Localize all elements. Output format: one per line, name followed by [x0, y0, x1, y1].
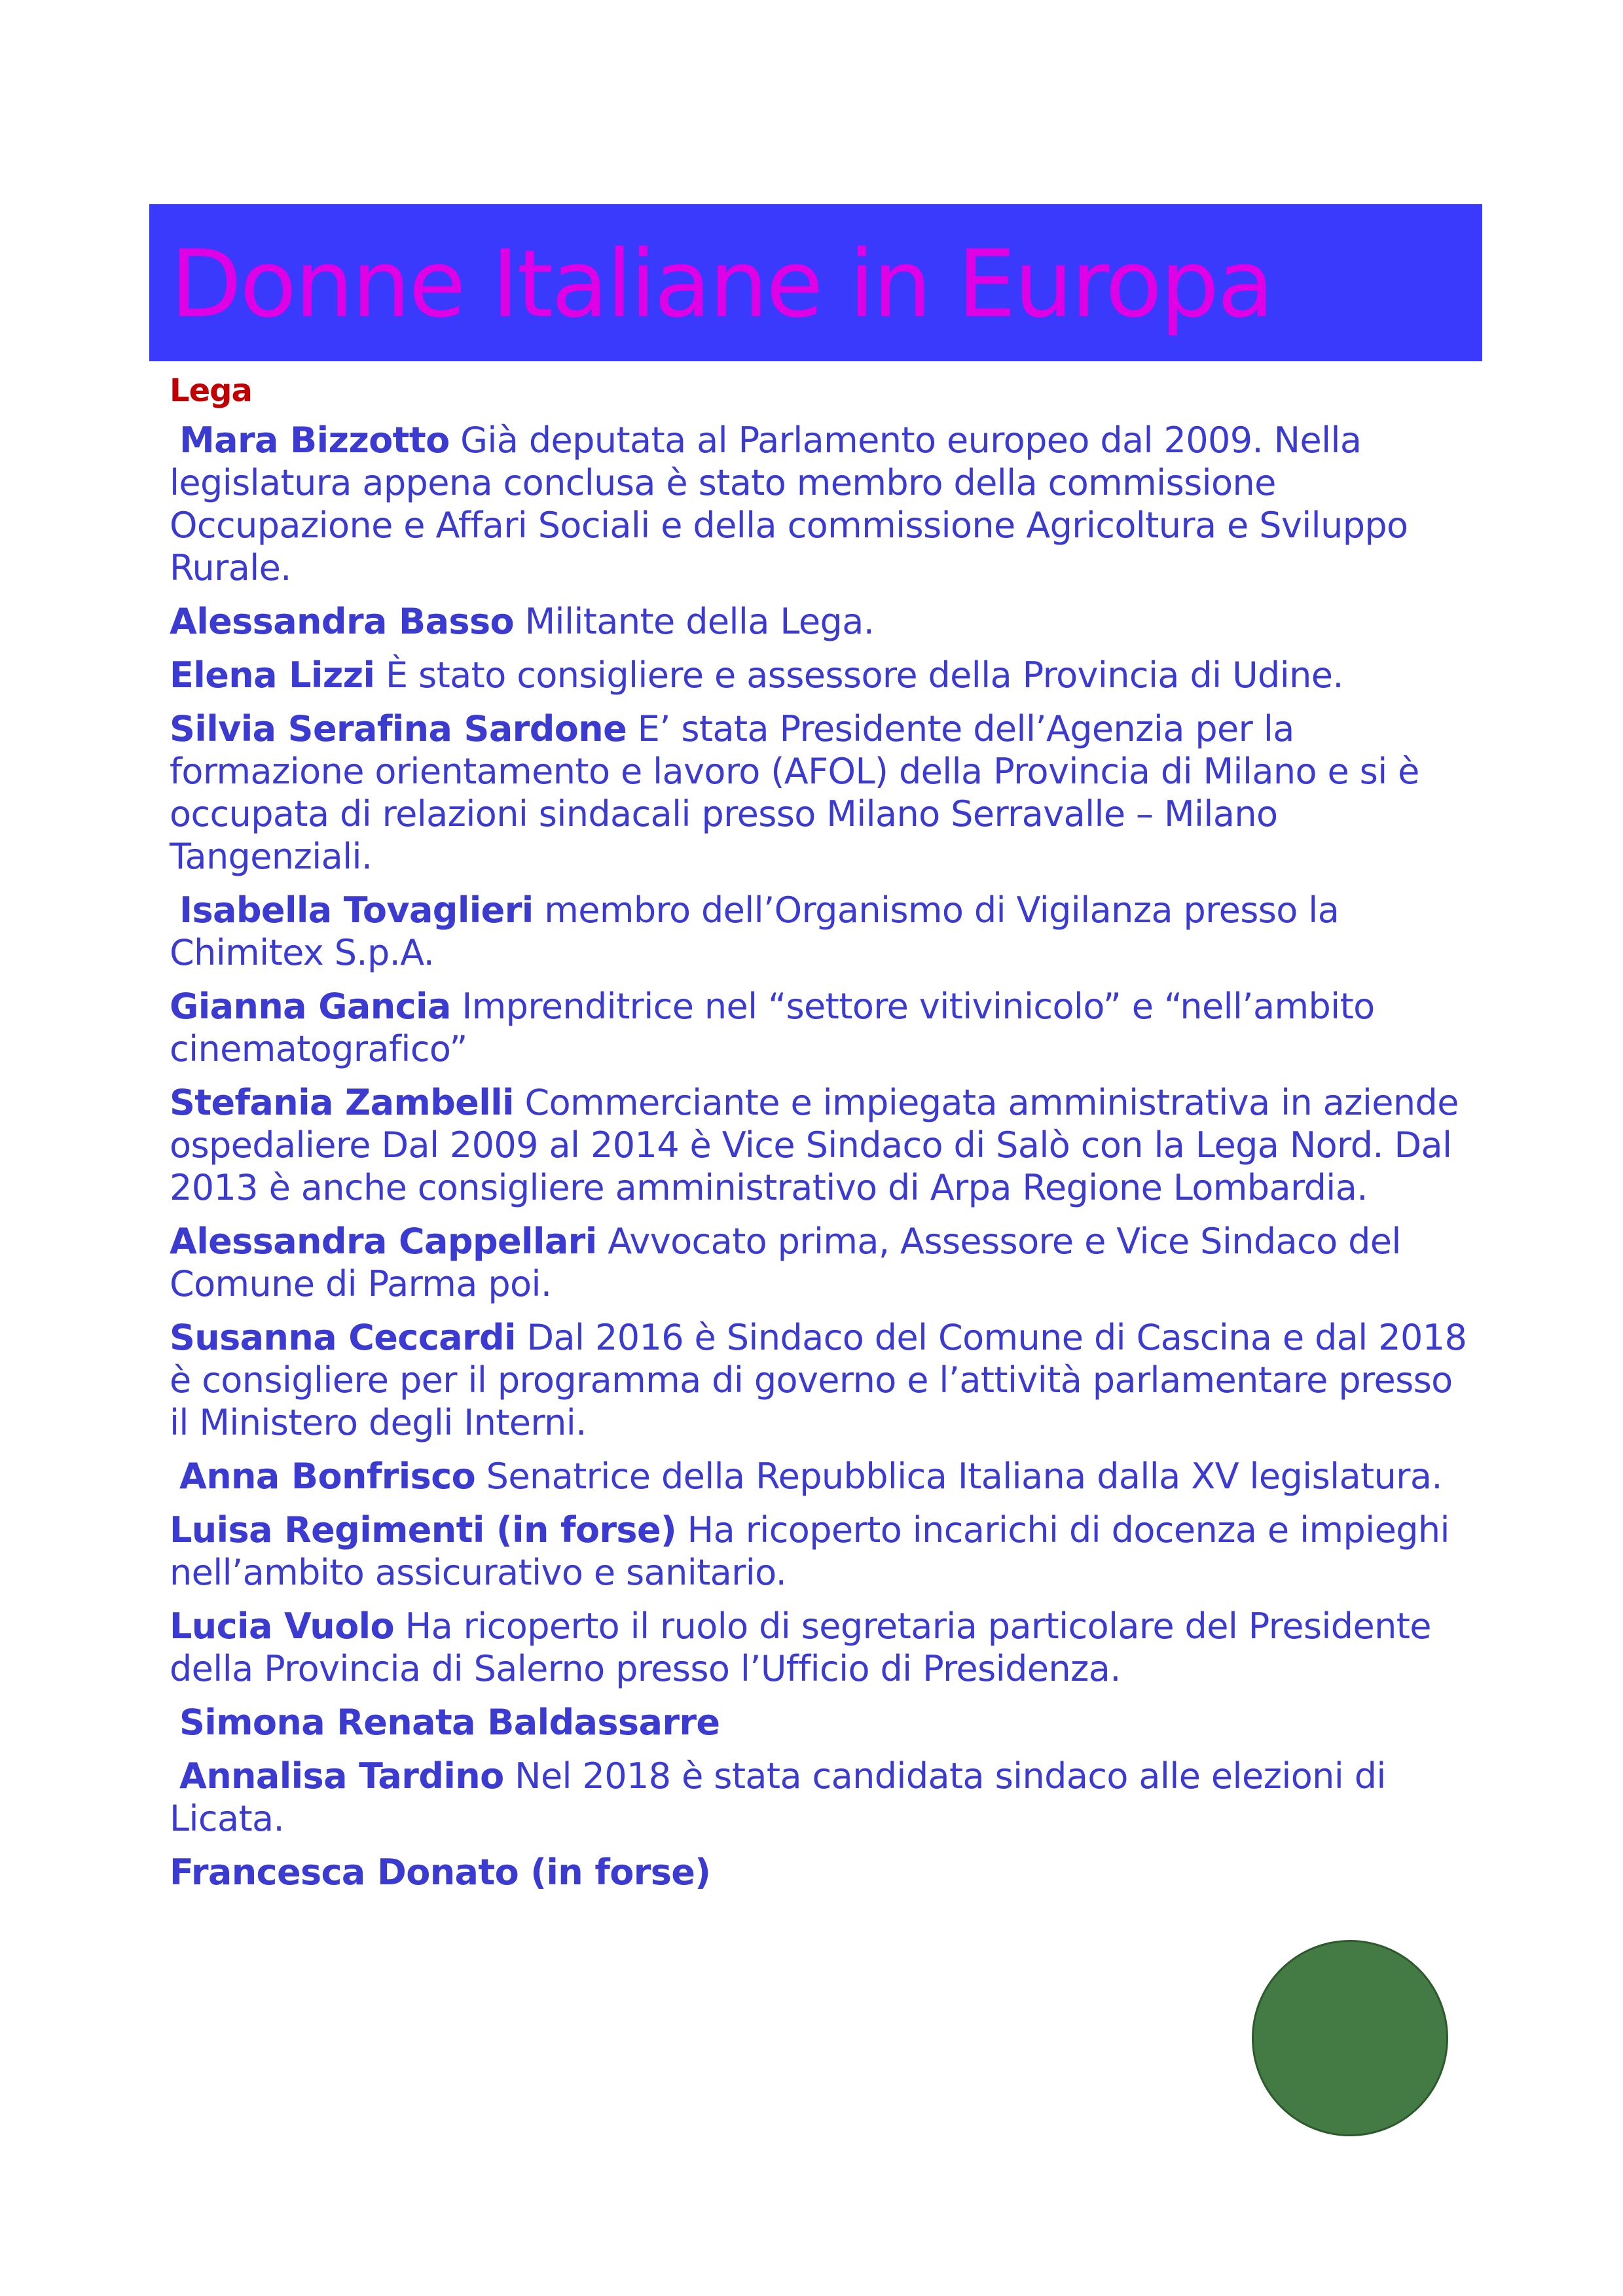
entry-name: Elena Lizzi: [170, 655, 375, 696]
entry-simona-renata-baldassarre: [170, 1701, 1479, 1744]
entry-description: Commerciante e impiegata amministrativa in aziende ospedaliere Dal 2009 al 2014 è Vice Sindaco di Salò con la Lega Nord. Dal 2013 è anche consigliere amministrativo di Arpa Regione Lombardia.: [170, 1082, 1459, 1208]
title-banner: [149, 204, 1482, 361]
entry-luisa-regimenti: [170, 1509, 1479, 1594]
page-title: Donne Italiane in Europa: [170, 230, 1273, 338]
entry-list: [170, 419, 1479, 1905]
green-circle-shape: [1252, 1940, 1448, 2136]
section-label: Lega: [170, 372, 252, 409]
entry-description: membro dell’Organismo di Vigilanza presso la Chimitex S.p.A.: [170, 889, 1340, 973]
entry-description: È stato consigliere e assessore della Provincia di Udine.: [374, 655, 1343, 696]
entry-francesca-donato: [170, 1851, 1479, 1893]
entry-mara-bizzotto: [170, 419, 1479, 589]
entry-description: Militante della Lega.: [514, 601, 875, 642]
entry-name: Silvia Serafina Sardone: [170, 708, 627, 749]
entry-gianna-gancia: [170, 985, 1479, 1070]
entry-name: Annalisa Tardino: [179, 1755, 504, 1797]
entry-annalisa-tardino: [170, 1755, 1479, 1840]
entry-isabella-tovaglieri: [170, 889, 1479, 974]
entry-name: Alessandra Basso: [170, 601, 514, 642]
entry-name: Lucia Vuolo: [170, 1605, 395, 1647]
entry-description: Nel 2018 è stata candidata sindaco alle elezioni di Licata.: [170, 1755, 1386, 1839]
entry-name: Francesca Donato (in forse): [170, 1852, 711, 1893]
entry-description: Avvocato prima, Assessore e Vice Sindaco del Comune di Parma poi.: [170, 1221, 1401, 1304]
entry-silvia-serafina-sardone: [170, 708, 1479, 878]
entry-stefania-zambelli: [170, 1081, 1479, 1209]
entry-name: Luisa Regimenti (in forse): [170, 1509, 677, 1551]
entry-description: Ha ricoperto il ruolo di segretaria particolare del Presidente della Provincia di Salerno presso l’Ufficio di Presidenza.: [170, 1605, 1431, 1689]
entry-name: Isabella Tovaglieri: [179, 889, 534, 931]
entry-alessandra-basso: [170, 600, 1479, 643]
entry-name: Mara Bizzotto: [179, 420, 450, 461]
entry-name: Alessandra Cappellari: [170, 1221, 597, 1262]
entry-name: Simona Renata Baldassarre: [179, 1702, 720, 1743]
entry-susanna-ceccardi: [170, 1316, 1479, 1444]
entry-lucia-vuolo: [170, 1605, 1479, 1690]
entry-name: Susanna Ceccardi: [170, 1317, 516, 1358]
entry-alessandra-cappellari: [170, 1220, 1479, 1305]
entry-description: Senatrice della Repubblica Italiana dalla XV legislatura.: [475, 1456, 1442, 1497]
entry-elena-lizzi: [170, 654, 1479, 696]
entry-name: Gianna Gancia: [170, 986, 451, 1027]
entry-description: Ha ricoperto incarichi di docenza e impieghi nell’ambito assicurativo e sanitario.: [170, 1509, 1450, 1593]
entry-anna-bonfrisco: [170, 1455, 1479, 1498]
entry-description: Dal 2016 è Sindaco del Comune di Cascina e dal 2018 è consigliere per il programma di governo e l’attività parlamentare presso il Ministero degli Interni.: [170, 1317, 1467, 1443]
entry-description: E’ stata Presidente dell’Agenzia per la formazione orientamento e lavoro (AFOL) della Provincia di Milano e si è occupata di relazioni sindacali presso Milano Serravalle – Milano Tangenziali.: [170, 708, 1419, 877]
entry-description: Già deputata al Parlamento europeo dal 2009. Nella legislatura appena conclusa è stato membro della commissione Occupazione e Affari Sociali e della commissione Agricoltura e Sviluppo Rurale.: [170, 420, 1408, 588]
entry-name: Stefania Zambelli: [170, 1082, 514, 1123]
entry-name: Anna Bonfrisco: [179, 1456, 476, 1497]
entry-description: Imprenditrice nel “settore vitivinicolo” e “nell’ambito cinematografico”: [170, 986, 1375, 1069]
